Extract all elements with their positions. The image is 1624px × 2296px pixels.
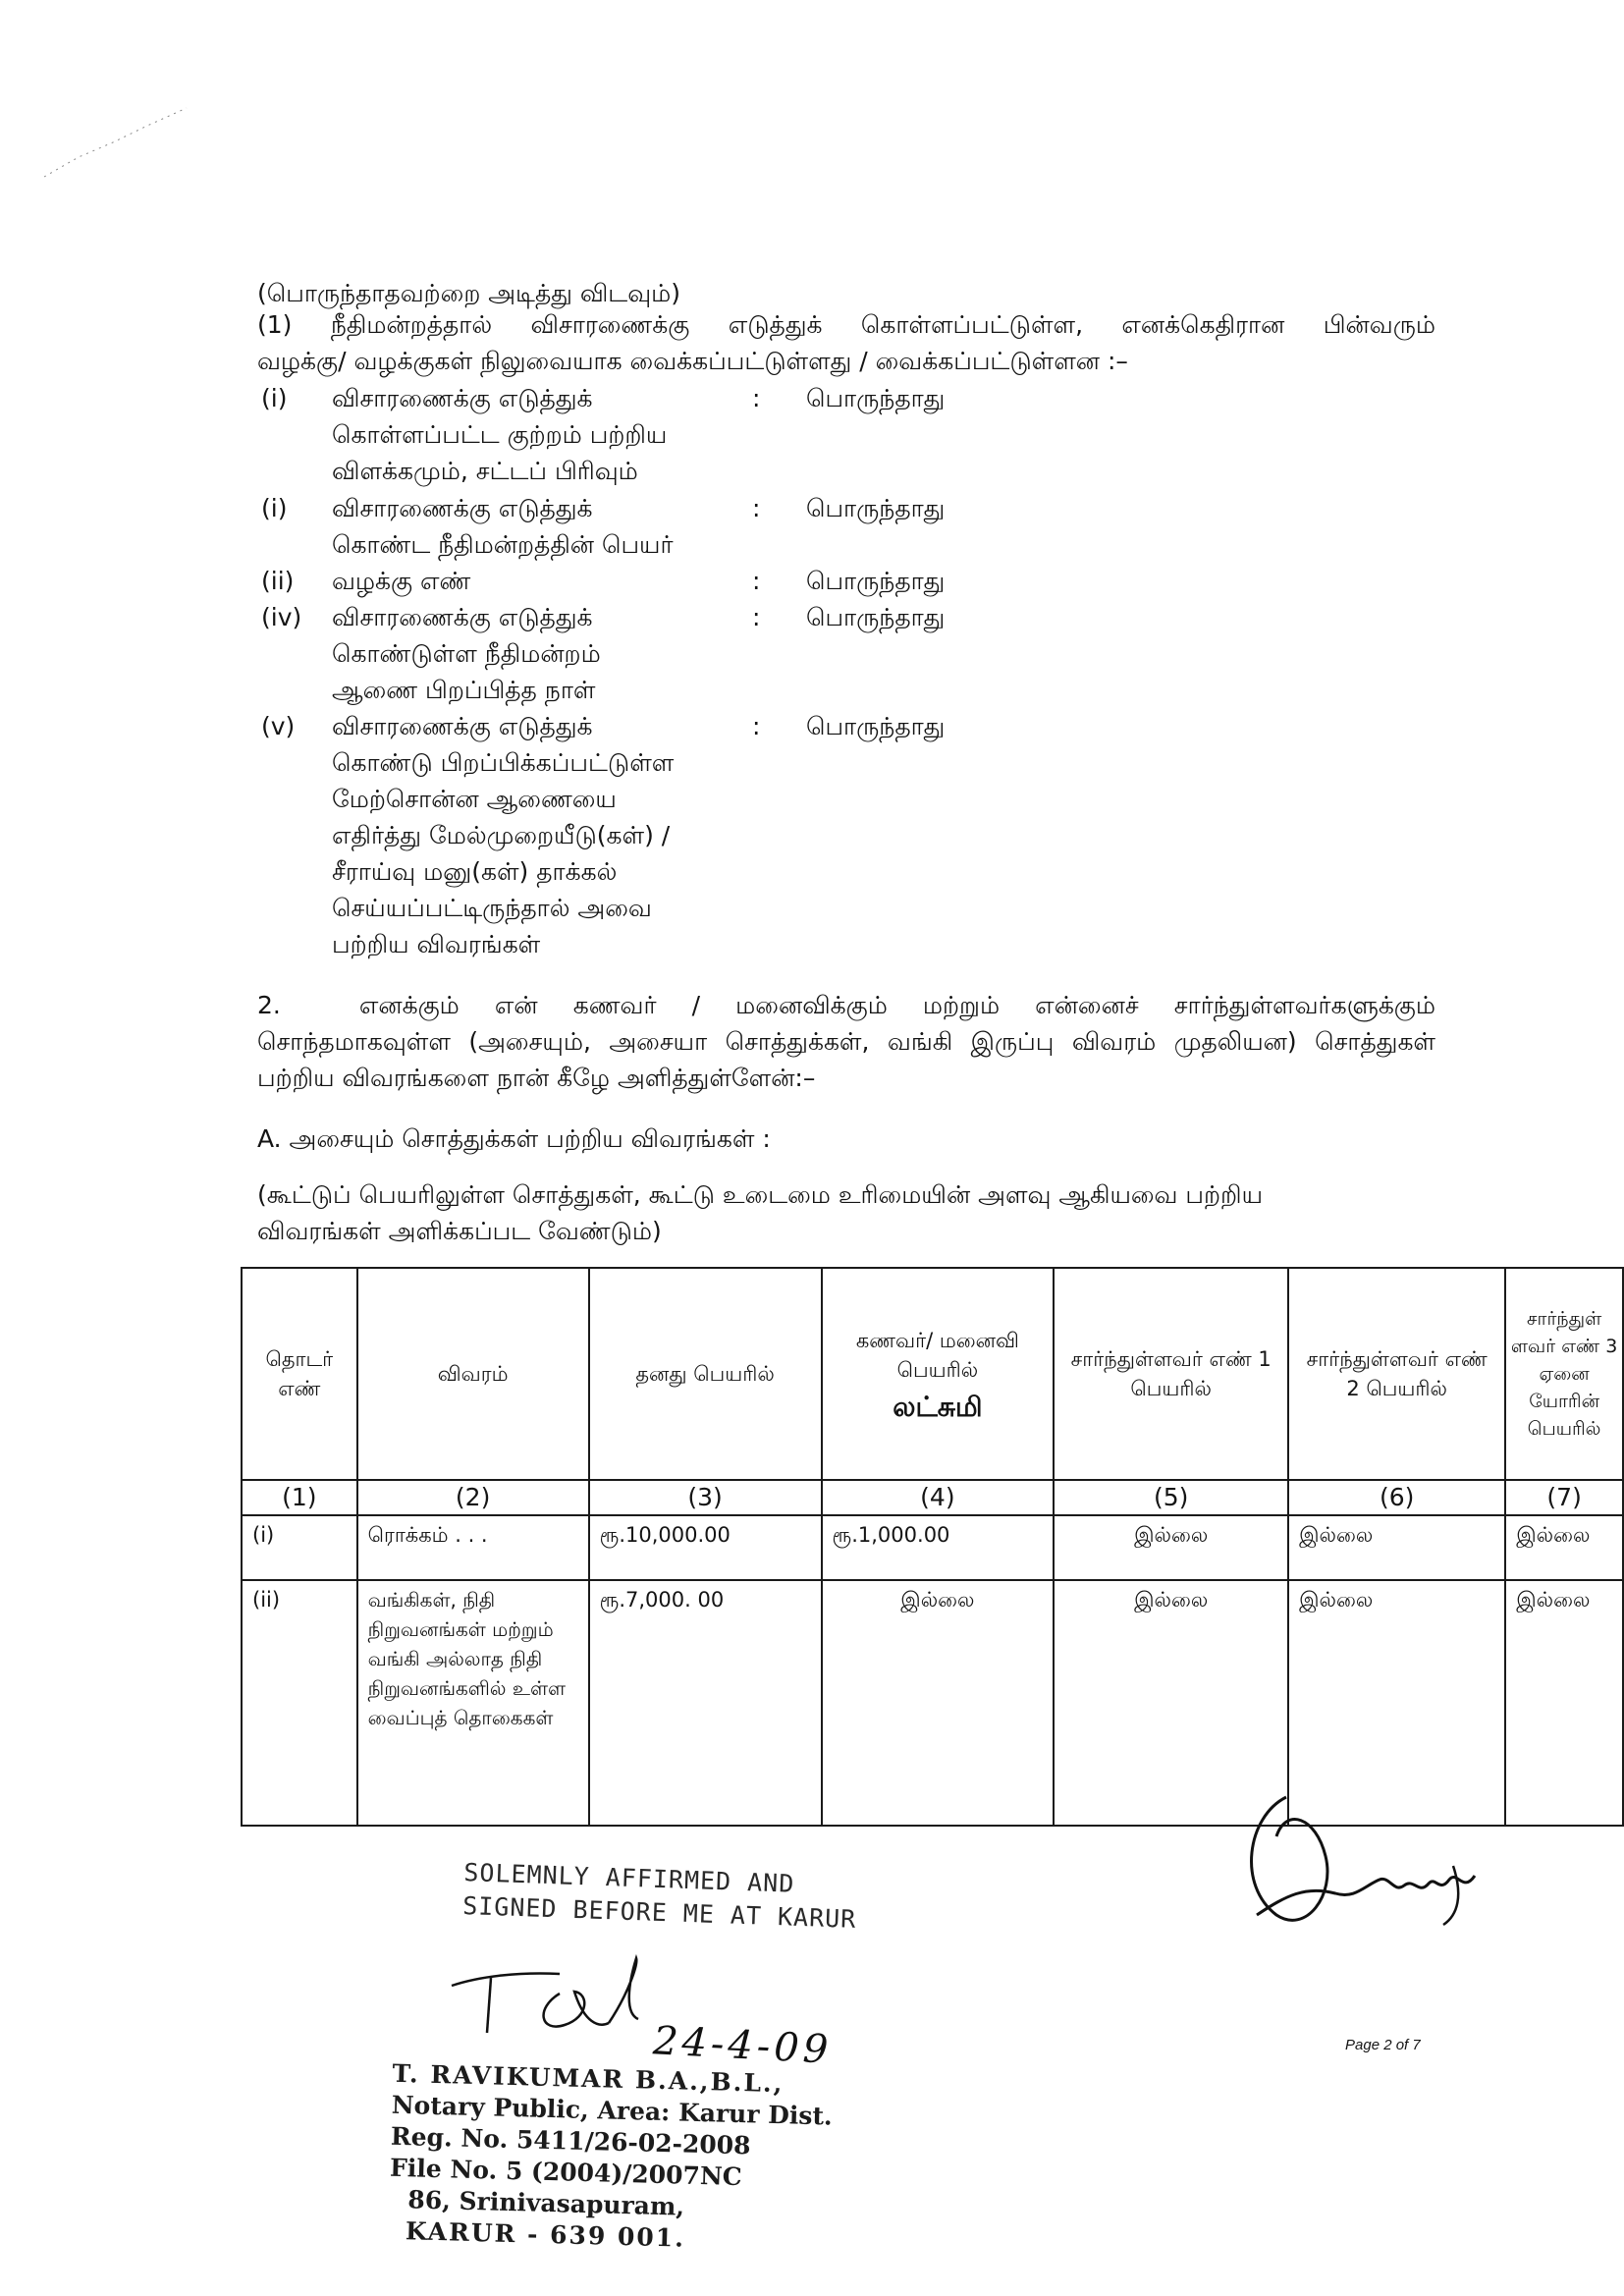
cell-dependent-1: இல்லை [1054,1515,1288,1580]
section1-item-3 [261,563,1145,599]
movable-assets-table [241,1267,1624,1827]
cell-self: ரூ.7,000. 00 [589,1580,822,1826]
item-label [332,563,470,599]
item-colon: : [752,494,761,522]
header-spouse-label: கணவர்/ மனைவி பெயரில் [855,1329,1019,1382]
item-value: பொருந்தாது [806,603,946,631]
header-spouse [822,1268,1055,1480]
spouse-name: லட்சுமி [893,1391,983,1423]
notary-line4: File No. 5 (2004)/2007NC [389,2153,743,2192]
notary-line6: KARUR - 639 001. [405,2216,686,2253]
section1-intro-line2: வழக்கு/ வழக்குகள் நிலுவையாக வைக்கப்பட்டுள்ளது / வைக்கப்பட்டுள்ளன :– [257,347,1128,375]
sectionA-note-line2: விவரங்கள் அளிக்கப்பட வேண்டும்) [257,1217,662,1245]
cell-description: ரொக்கம் . . . [357,1515,589,1580]
cell-dependent-3: இல்லை [1505,1580,1623,1826]
column-number: (1) [242,1480,357,1515]
item-label [332,599,601,708]
stamp-line1: SOLEMNLY AFFIRMED AND [462,1857,795,1898]
item-label-line: விசாரணைக்கு எடுத்துக் [332,494,593,522]
item-value: பொருந்தாது [806,712,946,740]
item-label-line: விசாரணைக்கு எடுத்துக் [332,712,593,740]
notary-seal [388,2058,834,2255]
item-value: பொருந்தாது [806,567,946,595]
item-colon: : [752,567,761,595]
section2-line1 [257,987,1435,1023]
notary-line5: 86, Srinivasapuram, [407,2185,685,2221]
item-label-line: விசாரணைக்கு எடுத்துக் [332,384,593,412]
section1-item-5 [261,708,1145,962]
instruction-text: (பொருந்தாதவற்றை அடித்து விடவும்) [257,279,681,307]
header-dependent-2: சார்ந்துள்ளவர் எண் 2 பெயரில் [1288,1268,1505,1480]
cell-sno: (i) [242,1515,357,1580]
item-label [332,380,667,489]
affirmation-stamp [462,1856,858,1937]
section1-item-2 [261,490,1145,563]
section2-paragraph [257,987,1435,1096]
item-label-line: கொண்ட நீதிமன்றத்தின் பெயர் [332,530,674,559]
header-self: தனது பெயரில் [589,1268,822,1480]
handwritten-date: 24-4-09 [651,2018,834,2073]
cell-dependent-2: இல்லை [1288,1580,1505,1826]
item-label-line: கொள்ளப்பட்ட குற்றம் பற்றிய [332,420,668,449]
header-description: விவரம் [357,1268,589,1480]
sectionA-note [257,1176,1263,1249]
section1-item-1 [261,380,1145,489]
item-colon: : [752,603,761,631]
table-row [242,1515,1623,1580]
notary-line3: Reg. No. 5411/26-02-2008 [390,2121,751,2160]
item-label-line: செய்யப்பட்டிருந்தால் அவை [332,894,652,922]
section2-number: 2. [257,991,281,1019]
item-value: பொருந்தாது [806,384,946,412]
item-colon: : [752,712,761,740]
header-dependent-3: சார்ந்துள் ளவர் எண் 3 ஏனை யோரின் பெயரில் [1505,1268,1623,1480]
item-index: (i) [261,384,288,412]
table-column-number-row [242,1480,1623,1515]
notary-line2: Notary Public, Area: Karur Dist. [391,2090,834,2131]
item-label-line: ஆணை பிறப்பித்த நாள் [332,676,596,704]
column-number: (4) [822,1480,1055,1515]
section2-line3: பற்றிய விவரங்களை நான் கீழே அளித்துள்ளேன்:– [257,1064,816,1092]
cell-self: ரூ.10,000.00 [589,1515,822,1580]
column-number: (2) [357,1480,589,1515]
item-index: (v) [261,712,296,740]
item-label [332,490,674,563]
cell-description: வங்கிகள், நிதி நிறுவனங்கள் மற்றும் வங்கி அல்லாத நிதி நிறுவனங்களில் உள்ள வைப்புத் தொகைகள் [357,1580,589,1826]
scan-mark [39,98,196,187]
item-label-line: பற்றிய விவரங்கள் [332,930,541,958]
notary-name: T. RAVIKUMAR B.A.,B.L., [392,2058,785,2099]
item-index: (ii) [261,567,295,595]
item-label-line: வழக்கு எண் [332,567,471,595]
section2-line2: சொந்தமாகவுள்ள (அசையும், அசையா சொத்துக்கள், வங்கி இருப்பு விவரம் முதலியன) சொத்துகள் [257,1027,1435,1056]
cell-dependent-1: இல்லை [1054,1580,1288,1826]
item-colon: : [752,384,761,412]
item-index: (iv) [261,603,302,631]
section1-intro-line1: (1) நீதிமன்றத்தால் விசாரணைக்கு எடுத்துக் கொள்ளப்பட்டுள்ள, எனக்கெதிரான பின்வரும் [257,310,1435,339]
cell-spouse: ரூ.1,000.00 [822,1515,1055,1580]
column-number: (5) [1054,1480,1288,1515]
item-label-line: விளக்கமும், சட்டப் பிரிவும் [332,457,638,485]
item-label-line: சீராய்வு மனு(கள்) தாக்கல் [332,857,618,886]
item-label-line: விசாரணைக்கு எடுத்துக் [332,603,593,631]
notary-signature-icon [442,1954,677,2062]
item-label [332,708,674,962]
item-label-line: எதிர்த்து மேல்முறையீடு(கள்) / [332,821,671,849]
column-number: (6) [1288,1480,1505,1515]
item-label-line: கொண்டுள்ள நீதிமன்றம் [332,639,601,668]
header-dependent-1: சார்ந்துள்ளவர் எண் 1 பெயரில் [1054,1268,1288,1480]
sectionA-note-line1: (கூட்டுப் பெயரிலுள்ள சொத்துகள், கூட்டு உடைமை உரிமையின் அளவு ஆகியவை பற்றிய [257,1180,1263,1209]
cell-spouse: இல்லை [822,1580,1055,1826]
sectionA-heading: A. அசையும் சொத்துக்கள் பற்றிய விவரங்கள் : [257,1124,771,1153]
table-header-row [242,1268,1623,1480]
header-sno: தொடர் எண் [242,1268,357,1480]
stamp-line2: SIGNED BEFORE ME AT KARUR [461,1890,857,1934]
cell-dependent-3: இல்லை [1505,1515,1623,1580]
item-label-line: மேற்சொன்ன ஆணையை [332,785,617,813]
cell-dependent-2: இல்லை [1288,1515,1505,1580]
section1-intro [257,306,1435,379]
item-value: பொருந்தாது [806,494,946,522]
signature-icon [1218,1777,1492,1944]
section2-line1-text: எனக்கும் என் கணவர் / மனைவிக்கும் மற்றும் என்னைச் சார்ந்துள்ளவர்களுக்கும் [358,991,1435,1019]
cell-sno: (ii) [242,1580,357,1826]
item-label-line: கொண்டு பிறப்பிக்கப்பட்டுள்ள [332,748,675,777]
item-index: (i) [261,494,288,522]
page-number: Page 2 of 7 [1345,2037,1421,2053]
column-number: (7) [1505,1480,1623,1515]
column-number: (3) [589,1480,822,1515]
section1-item-4 [261,599,1145,708]
